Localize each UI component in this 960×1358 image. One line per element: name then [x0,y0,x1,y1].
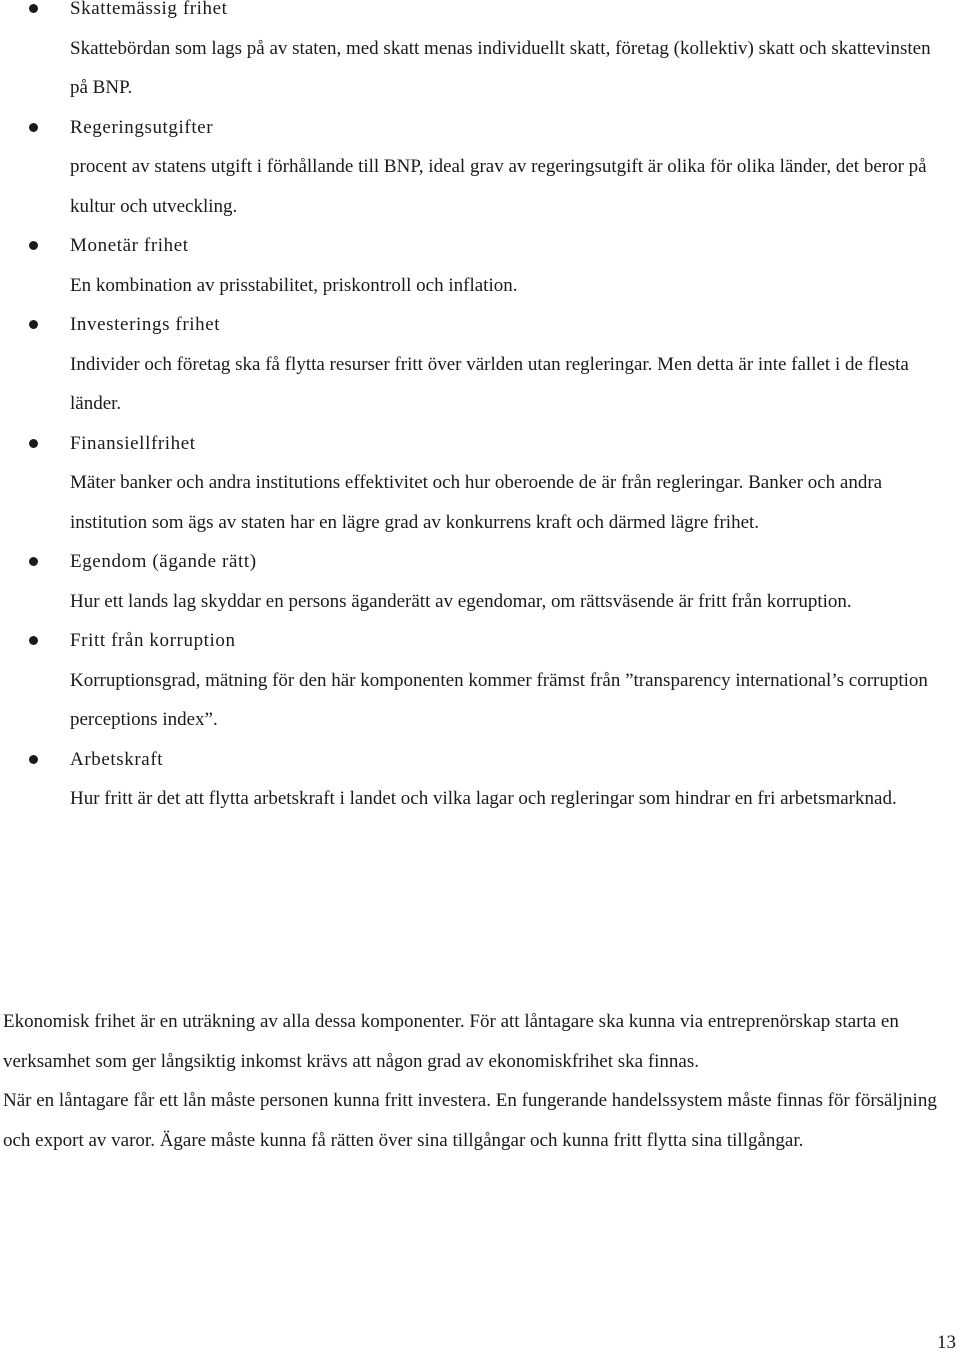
list-item-title: Regeringsutgifter [70,116,214,138]
list-item-body: Skattebördan som lags på av staten, med skatt menas individuellt skatt, företag (kollektiv) skatt och skattevinsten på BNP. [70,37,931,98]
list-item-body: Mäter banker och andra institutions effektivitet och hur oberoende de är från regleringar. Banker och andra institution som ägs av staten har en lägre grad av konkurrens kraft och därmed lägre frihet. [70,472,883,533]
bullet-icon [29,320,38,329]
list-item [0,226,940,305]
list-item [0,305,940,424]
list-item [0,0,940,108]
list-item-body: Individer och företag ska få flytta resurser fritt över världen utan regleringar. Men detta är inte fallet i de flesta länder. [70,353,909,414]
paragraph: När en låntagare får ett lån måste personen kunna fritt investera. En fungerande handelssystem måste finnas för försäljning och export av varor. Ägare måste kunna få rätten över sina tillgångar och kunna fritt flytta sina tillgångar. [3,1090,937,1151]
list-item-body: Hur ett lands lag skyddar en persons äganderätt av egendomar, om rättsväsende är fritt från korruption. [70,590,852,612]
list-item [0,542,940,621]
bullet-icon [29,557,38,566]
list-item [0,108,940,227]
bullet-icon [29,4,38,13]
list-item-title: Fritt från korruption [70,630,236,651]
list-item [0,740,940,819]
bullet-icon [29,241,38,250]
bullet-icon [29,755,38,764]
page-number: 13 [937,1332,956,1353]
list-item-title: Monetär frihet [70,235,189,256]
list-item-body: Korruptionsgrad, mätning för den här komponenten kommer främst från ”transparency international’s corruption perceptions index”. [70,669,928,730]
list-item-title: Skattemässig frihet [70,0,228,19]
list-item-title: Arbetskraft [70,748,164,770]
list-item-body: En kombination av prisstabilitet, priskontroll och inflation. [70,274,518,296]
list-item-title: Egendom (ägande rätt) [70,551,257,572]
list-item-title: Finansiellfrihet [70,432,196,454]
bullet-icon [29,636,38,645]
paragraph: Ekonomisk frihet är en uträkning av alla dessa komponenter. För att låntagare ska kunna via entreprenörskap starta en verksamhet som ger långsiktig inkomst krävs att någon grad av ekonomiskfrihet ska finnas. [3,1011,899,1072]
body-text [3,1002,938,1160]
list-item-title: Investerings frihet [70,314,221,335]
bullet-icon [29,439,38,448]
list-item [0,621,940,740]
list-item-body: procent av statens utgift i förhållande till BNP, ideal grav av regeringsutgift är olika för olika länder, det beror på kultur och utveckling. [70,156,927,217]
list-item [0,424,940,543]
list-item-body: Hur fritt är det att flytta arbetskraft i landet och vilka lagar och regleringar som hindrar en fri arbetsmarknad. [70,788,897,809]
bullet-icon [29,123,38,132]
